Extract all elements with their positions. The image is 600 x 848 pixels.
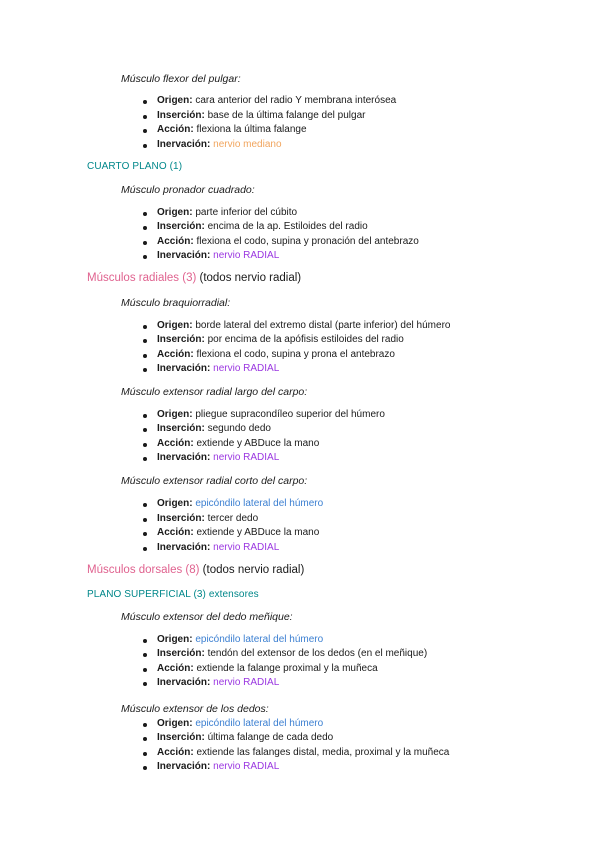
list-item: Inserción: tercer dedo bbox=[157, 513, 259, 524]
muscle-title-ext-menique: Músculo extensor del dedo meñique: bbox=[121, 611, 293, 623]
bullet-icon bbox=[143, 682, 147, 686]
plane-heading-cuarto: CUARTO PLANO (1) bbox=[87, 161, 183, 172]
bullet-icon bbox=[143, 212, 147, 216]
list-item: Inserción: segundo dedo bbox=[157, 423, 271, 434]
list-item: Origen: pliegue supracondíleo superior del húmero bbox=[157, 409, 385, 420]
bullet-icon bbox=[143, 443, 147, 447]
plane-heading-superficial: PLANO SUPERFICIAL (3) extensores bbox=[87, 589, 259, 600]
list-item: Acción: extiende las falanges distal, media, proximal y la muñeca bbox=[157, 747, 450, 758]
muscle-title-ext-radial-largo: Músculo extensor radial largo del carpo: bbox=[121, 386, 308, 398]
bullet-icon bbox=[143, 547, 147, 551]
bullet-icon bbox=[143, 737, 147, 741]
list-item: Inervación: nervio RADIAL bbox=[157, 761, 280, 772]
list-item: Origen: epicóndilo lateral del húmero bbox=[157, 498, 324, 509]
bullet-icon bbox=[143, 325, 147, 329]
list-item: Acción: extiende la falange proximal y la muñeca bbox=[157, 663, 378, 674]
list-item: Inserción: encima de la ap. Estiloides del radio bbox=[157, 221, 368, 232]
list-item: Origen: borde lateral del extremo distal (parte inferior) del húmero bbox=[157, 320, 451, 331]
muscle-title-ext-radial-corto: Músculo extensor radial corto del carpo: bbox=[121, 475, 308, 487]
list-item: Inervación: nervio RADIAL bbox=[157, 363, 280, 374]
bullet-icon bbox=[143, 457, 147, 461]
list-item: Origen: epicóndilo lateral del húmero bbox=[157, 718, 324, 729]
bullet-icon bbox=[143, 255, 147, 259]
muscle-title-braquiorradial: Músculo braquiorradial: bbox=[121, 297, 231, 309]
list-item: Origen: epicóndilo lateral del húmero bbox=[157, 634, 324, 645]
bullet-icon bbox=[143, 532, 147, 536]
group-heading-radiales: Músculos radiales (3) (todos nervio radial) bbox=[87, 272, 302, 284]
list-item: Acción: flexiona el codo, supina y pronación del antebrazo bbox=[157, 236, 419, 247]
bullet-icon bbox=[143, 354, 147, 358]
bullet-icon bbox=[143, 129, 147, 133]
bullet-icon bbox=[143, 368, 147, 372]
bullet-icon bbox=[143, 668, 147, 672]
bullet-icon bbox=[143, 723, 147, 727]
list-item: Origen: cara anterior del radio Y membrana interósea bbox=[157, 95, 397, 106]
bullet-icon bbox=[143, 339, 147, 343]
list-item: Inserción: base de la última falange del pulgar bbox=[157, 110, 366, 121]
list-item: Inervación: nervio RADIAL bbox=[157, 542, 280, 553]
muscle-title-flexor-pulgar: Músculo flexor del pulgar: bbox=[121, 73, 241, 85]
bullet-icon bbox=[143, 115, 147, 119]
list-item: Origen: parte inferior del cúbito bbox=[157, 207, 298, 218]
bullet-icon bbox=[143, 653, 147, 657]
bullet-icon bbox=[143, 226, 147, 230]
bullet-icon bbox=[143, 414, 147, 418]
bullet-icon bbox=[143, 766, 147, 770]
bullet-icon bbox=[143, 752, 147, 756]
bullet-icon bbox=[143, 639, 147, 643]
bullet-icon bbox=[143, 428, 147, 432]
list-item: Inserción: última falange de cada dedo bbox=[157, 732, 334, 743]
muscle-title-ext-dedos: Músculo extensor de los dedos: bbox=[121, 703, 269, 715]
list-item: Inervación: nervio RADIAL bbox=[157, 677, 280, 688]
list-item: Inserción: por encima de la apófisis estiloides del radio bbox=[157, 334, 404, 345]
list-item: Acción: flexiona el codo, supina y prona el antebrazo bbox=[157, 349, 395, 360]
list-item: Inervación: nervio RADIAL bbox=[157, 452, 280, 463]
bullet-icon bbox=[143, 518, 147, 522]
bullet-icon bbox=[143, 144, 147, 148]
list-item: Acción: flexiona la última falange bbox=[157, 124, 307, 135]
muscle-title-pronador-cuadrado: Músculo pronador cuadrado: bbox=[121, 184, 255, 196]
bullet-icon bbox=[143, 503, 147, 507]
list-item: Inserción: tendón del extensor de los dedos (en el meñique) bbox=[157, 648, 428, 659]
list-item: Inervación: nervio mediano bbox=[157, 139, 282, 150]
list-item: Inervación: nervio RADIAL bbox=[157, 250, 280, 261]
group-heading-dorsales: Músculos dorsales (8) (todos nervio radial) bbox=[87, 564, 305, 576]
list-item: Acción: extiende y ABDuce la mano bbox=[157, 527, 320, 538]
bullet-icon bbox=[143, 241, 147, 245]
list-item: Acción: extiende y ABDuce la mano bbox=[157, 438, 320, 449]
bullet-icon bbox=[143, 100, 147, 104]
